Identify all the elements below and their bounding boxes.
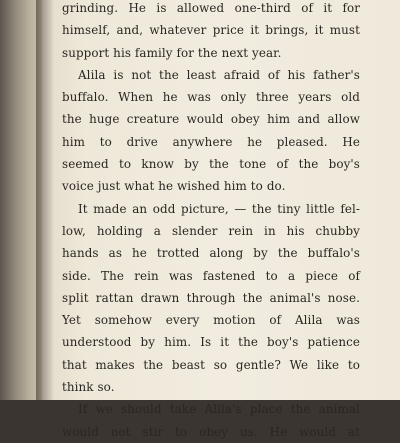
text-line: side. The rein was fastened to a piece of [62, 268, 360, 283]
text-line: It made an odd picture, — the tiny little fel- [78, 201, 360, 216]
text-line: seemed to know by the tone of the boy's [62, 157, 360, 172]
text-line: understood by him. Is it the boy's patience [62, 335, 360, 350]
text-line: him to drive anywhere he pleased. He [62, 134, 360, 149]
text-line: low, holding a slender rein in his chubby [62, 223, 360, 238]
text-line: buffalo. When he was only three years old [62, 90, 360, 105]
text-line: Yet somehow every motion of Alila was [62, 313, 360, 328]
page-text [62, 0, 360, 443]
text-line: himself, and, whatever price it brings, it must [62, 23, 360, 38]
text-line: grinding. He is allowed one-third of it for [62, 1, 360, 15]
text-line: If we should take Alila's place the animal [78, 402, 360, 417]
text-line: split rattan drawn through the animal's nose. [62, 290, 360, 305]
text-line: support his family for the next year. [62, 45, 282, 60]
text-line: the huge creature would obey him and allow [62, 112, 360, 127]
text-line: would not stir to obey us. He would at [62, 424, 360, 439]
text-line: hands as he trotted along by the buffalo's [62, 246, 360, 261]
text-line: voice just what he wished him to do. [62, 179, 286, 194]
text-line: think so. [62, 380, 115, 395]
text-line: Alila is not the least afraid of his father's [78, 67, 360, 82]
spine-shadow [36, 0, 54, 400]
text-line: that makes the beast so gentle? We like to [62, 357, 360, 372]
